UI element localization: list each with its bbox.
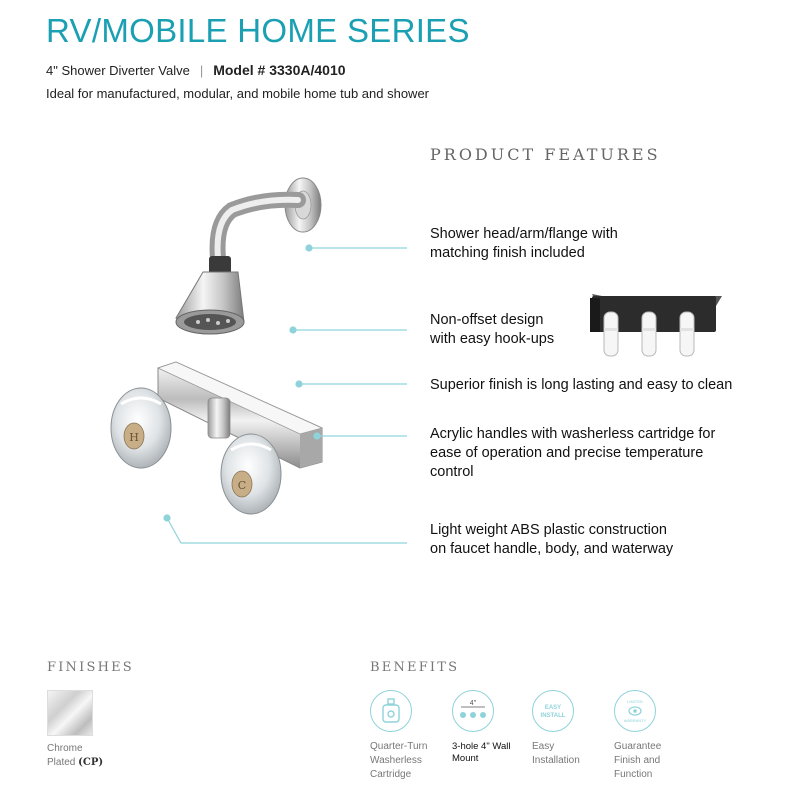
feature-shower-head: Shower head/arm/flange with matching finish included (430, 226, 618, 261)
product-description: Ideal for manufactured, modular, and mobile home tub and shower (46, 86, 430, 101)
shower-head-drawing (176, 178, 321, 334)
features-heading: PRODUCT FEATURES (430, 145, 661, 164)
svg-text:INSTALL: INSTALL (540, 713, 566, 719)
benefits-heading: BENEFITS (370, 660, 460, 675)
page-title: RV/MOBILE HOME SERIES (46, 12, 470, 49)
valve-drawing (111, 362, 322, 514)
model-number: Model # 3330A/4010 (213, 62, 346, 78)
cartridge-icon (370, 690, 412, 732)
product-type: 4" Shower Diverter Valve (46, 63, 190, 78)
separator: | (199, 63, 204, 78)
svg-text:LIMITED: LIMITED (627, 699, 643, 704)
finishes-heading: FINISHES (47, 660, 134, 675)
benefit-label-easy-install: Easy Installation (532, 741, 580, 766)
feature-finish: Superior finish is long lasting and easy to clean (430, 377, 733, 393)
swatch-label: Chrome Plated (CP) (47, 743, 104, 768)
chrome-swatch (47, 690, 93, 736)
easy-install-icon (532, 690, 574, 732)
benefit-label-cartridge: Quarter-Turn Washerless Cartridge (370, 741, 428, 780)
svg-text:EASY: EASY (544, 705, 562, 711)
svg-text:4": 4" (469, 700, 477, 707)
three-hole-icon (452, 690, 494, 732)
inlet-drawing (590, 294, 722, 356)
feature-abs-plastic: Light weight ABS plastic construction on faucet handle, body, and waterway (430, 522, 674, 557)
svg-text:H: H (129, 431, 139, 444)
benefit-label-warranty: Guarantee Finish and Function (614, 741, 662, 780)
warranty-icon (614, 690, 656, 732)
feature-non-offset: Non-offset design with easy hook-ups (430, 312, 555, 347)
svg-text:WARRANTY: WARRANTY (623, 718, 647, 723)
benefit-label-three-hole: 3-hole 4" Wall Mount (452, 741, 511, 764)
svg-text:C: C (237, 479, 247, 492)
feature-acrylic-handles: Acrylic handles with washerless cartridge for ease of operation and precise temperature control (430, 426, 716, 480)
